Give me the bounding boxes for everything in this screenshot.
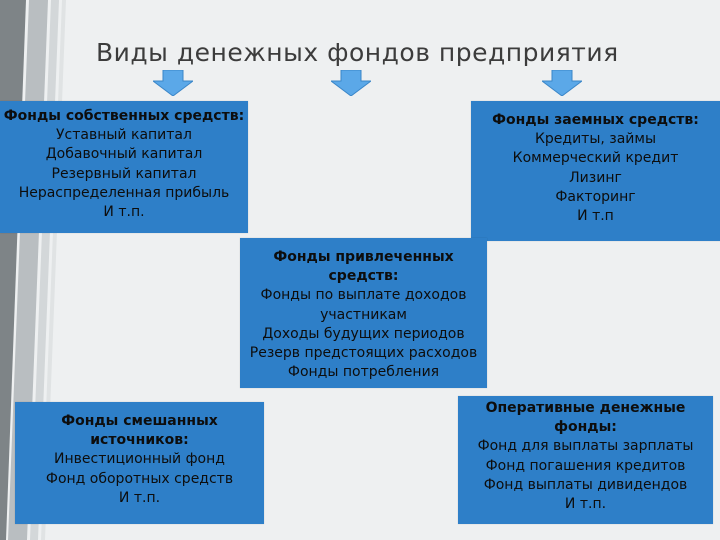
operative-funds-item: И т.п.	[564, 496, 607, 513]
own-funds-item: Добавочный капитал	[45, 146, 203, 163]
mixed-funds-heading: источников:	[90, 432, 189, 449]
borrowed-funds-item: Лизинг	[569, 169, 622, 186]
borrowed-funds-item: И т.п	[577, 208, 614, 225]
borrowed-funds-box	[471, 101, 720, 241]
operative-funds-item: Фонд выплаты дивидендов	[483, 476, 688, 493]
attracted-funds-item: Доходы будущих периодов	[262, 325, 465, 342]
page-title: Виды денежных фондов предприятия	[96, 38, 619, 67]
mixed-funds-item: Инвестиционный фонд	[54, 451, 225, 468]
down-arrow-right	[542, 70, 582, 96]
operative-funds-box	[458, 396, 713, 524]
borrowed-funds-item: Кредиты, займы	[534, 131, 657, 148]
attracted-funds-item: участникам	[320, 306, 407, 323]
own-funds-item: Нераспределенная прибыль	[18, 184, 230, 201]
own-funds-item: И т.п.	[103, 204, 145, 221]
operative-funds-heading: фонды:	[554, 419, 617, 436]
own-funds-item: Уставный капитал	[56, 127, 192, 144]
down-arrow-center	[331, 70, 371, 96]
own-funds-box	[0, 101, 248, 233]
mixed-funds-item: Фонд оборотных средств	[45, 470, 234, 487]
down-arrow-left	[153, 70, 193, 96]
attracted-funds-heading: средств:	[328, 268, 399, 285]
operative-funds-heading: Оперативные денежные	[485, 400, 686, 416]
attracted-funds-item: Фонды потребления	[287, 364, 440, 381]
attracted-funds-box	[240, 238, 487, 388]
own-funds-item: Резервный капитал	[51, 165, 197, 182]
operative-funds-item: Фонд для выплаты зарплаты	[477, 438, 694, 455]
borrowed-funds-item: Факторинг	[555, 188, 636, 205]
attracted-funds-item: Фонды по выплате доходов	[260, 287, 467, 304]
own-funds-heading: Фонды собственных средств:	[3, 108, 245, 124]
mixed-funds-heading: Фонды смешанных	[61, 413, 218, 429]
operative-funds-item: Фонд погашения кредитов	[485, 457, 686, 474]
mixed-funds-item: И т.п.	[118, 489, 161, 506]
attracted-funds-heading: Фонды привлеченных	[273, 249, 454, 265]
attracted-funds-item: Резерв предстоящих расходов	[249, 345, 478, 362]
borrowed-funds-heading: Фонды заемных средств:	[492, 112, 699, 128]
mixed-funds-box	[15, 402, 264, 524]
borrowed-funds-item: Коммерческий кредит	[512, 150, 679, 167]
